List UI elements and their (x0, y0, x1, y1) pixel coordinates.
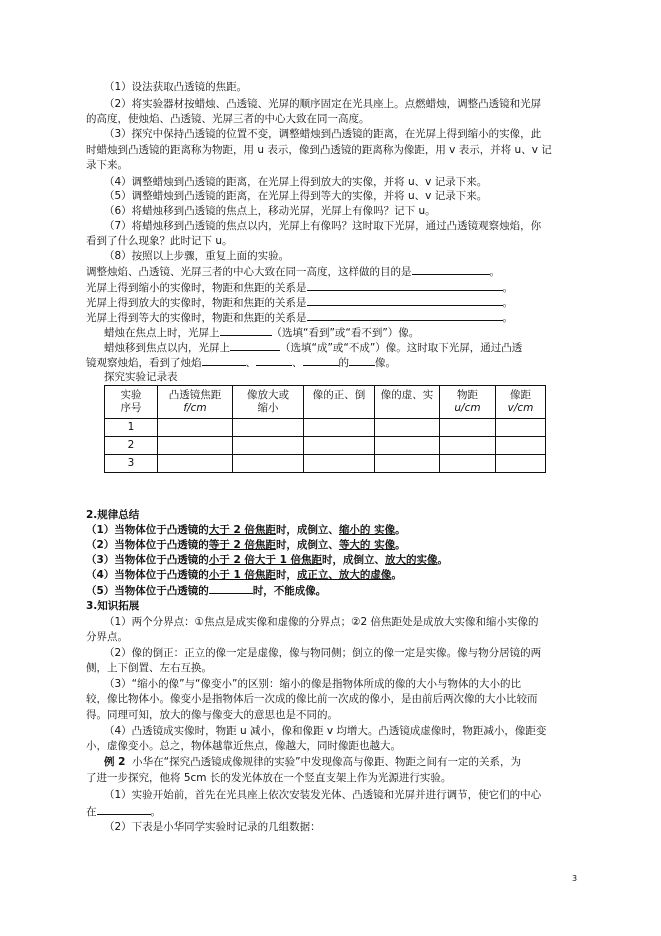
question-3 (86, 295, 513, 310)
header-cell-2: 凸透镜焦距 f/cm (158, 386, 233, 419)
table-cell[interactable] (304, 419, 375, 437)
answer-blank-3[interactable] (307, 295, 503, 306)
expand-point-1-line-2: 分界点。 (86, 631, 128, 643)
answer-blank-6[interactable] (230, 340, 280, 351)
expand-point-1-line-1: （1）两个分界点：①焦点是成实像和虚像的分界点；②2 倍焦距处是成放大实像和缩小实像的 (104, 616, 539, 628)
step-3-line-1: （3）探究中保持凸透镜的位置不变，调整蜡烛到凸透镜的距离，在光屏上得到缩小的实像，此 (104, 128, 542, 140)
expand-point-3-line-2: 较，像比物体小。像变小是指物体后一次成的像比前一次成的像小，是由前后两次像的大小比较而 (86, 693, 538, 705)
header-cell-4: 像的正、倒 (304, 386, 375, 419)
row-number: 2 (105, 437, 158, 455)
row-number: 3 (105, 455, 158, 473)
header-cell-7: 像距 v/cm (496, 386, 546, 419)
summary-rule-2: （2）当物体位于凸透镜的等于 2 倍焦距时，成倒立、等大的 实像。 (86, 539, 406, 551)
table-cell[interactable] (440, 437, 496, 455)
example-line-5: （2）下表是小华同学实验时记录的几组数据： (104, 821, 321, 833)
question-3-text: 光屏上得到放大的实像时，物距和焦距的关系是 (86, 297, 307, 309)
question-1 (86, 264, 500, 279)
experiment-record-table (104, 385, 546, 473)
question-7-end: 像。 (375, 357, 396, 369)
example-line-1 (104, 755, 521, 769)
answer-blank-2[interactable] (307, 280, 503, 291)
expand-point-4-line-1: （4）凸透镜成实像时，物距 u 减小，像和像距 v 均增大。凸透镜成虚像时，物距减小，像距变 (104, 725, 547, 737)
summary-rule-3: （3）当物体位于凸透镜的小于 2 倍大于 1 倍焦距时，成倒立、放大的实像。 (86, 554, 449, 566)
step-1: （1）设法获取凸透镜的焦距。 (104, 81, 248, 93)
expand-point-2-line-2: 侧，上下倒置、左右互换。 (86, 662, 212, 674)
table-cell[interactable] (496, 419, 546, 437)
table-row (105, 419, 546, 437)
answer-blank-4[interactable] (307, 310, 503, 321)
step-5: （5）调整蜡烛到凸透镜的距离，在光屏上得到等大的实像，并将 u、v 记录下来。 (104, 190, 488, 202)
expand-point-3-line-3: 得。同理可知，放大的像与像变大的意思也是不同的。 (86, 709, 338, 721)
question-6 (104, 340, 522, 355)
answer-blank-12[interactable] (97, 804, 151, 815)
step-3-line-2: 时蜡烛到凸透镜的距离称为物距，用 u 表示，像到凸透镜的距离称为像距，用 v 表示，并将 u、v 记 (86, 144, 552, 156)
table-cell[interactable] (375, 419, 440, 437)
answer-blank-10[interactable] (349, 355, 375, 366)
table-cell[interactable] (158, 419, 233, 437)
expand-point-4-line-2: 小，虚像变小。总之，物体越靠近焦点，像越大，同时像距也越大。 (86, 740, 401, 752)
header-cell-6: 物距 u/cm (440, 386, 496, 419)
expand-point-2-line-1: （2）像的倒正：正立的像一定是虚像，像与物同侧；倒立的像一定是实像。像与物分居镜的两 (104, 647, 542, 659)
step-2-line-1: （2）将实验器材按蜡烛、凸透镜、光屏的顺序固定在光具座上。点燃蜡烛，调整凸透镜和光屏 (104, 98, 542, 110)
table-cell[interactable] (304, 437, 375, 455)
header-cell-5: 像的虚、实 (375, 386, 440, 419)
expand-point-3-line-1: （3）“缩小的像”与“像变小”的区别：缩小的像是指物体所成的像的大小与物体的大小的比 (104, 678, 521, 690)
question-2 (86, 280, 513, 295)
example-label: 例 2 (104, 756, 126, 768)
table-row (105, 437, 546, 455)
table-cell[interactable] (440, 419, 496, 437)
table-cell[interactable] (158, 437, 233, 455)
summary-heading: 2.规律总结 (86, 509, 140, 521)
answer-blank-1[interactable] (412, 264, 490, 275)
question-6-text: 蜡烛移到焦点以内，光屏上 (104, 342, 230, 354)
question-4-end: 。 (502, 312, 513, 324)
example-line-2: 了进一步探究，他将 5cm 长的发光体放在一个竖直支架上作为光源进行实验。 (86, 772, 452, 784)
summary-rule-1: （1）当物体位于凸透镜的大于 2 倍焦距时，成倒立、缩小的 实像。 (86, 524, 406, 536)
step-7-line-1: （7）将蜡烛移到凸透镜的焦点以内，光屏上有像吗？这时取下光屏，通过凸透镜观察烛焰，你 (104, 220, 542, 232)
question-6-end: （选填“成”或“不成”）像。这时取下光屏，通过凸透 (280, 342, 523, 354)
table-cell[interactable] (233, 419, 304, 437)
question-5 (104, 325, 419, 340)
table-cell[interactable] (233, 455, 304, 473)
question-7-sep-2: 、 (292, 357, 303, 369)
step-3-line-3: 录下来。 (86, 159, 128, 171)
header-cell-1: 实验 序号 (105, 386, 158, 419)
answer-blank-5[interactable] (220, 325, 272, 336)
answer-blank-7[interactable] (202, 355, 246, 366)
answer-blank-11[interactable] (209, 583, 253, 594)
answer-blank-9[interactable] (303, 355, 339, 366)
table-cell[interactable] (233, 437, 304, 455)
question-2-end: 。 (502, 282, 513, 294)
example-text-1: 小华在“探究凸透镜成像规律的实验”中发现像高与像距、物距之间有一定的关系，为 (132, 756, 522, 768)
question-4-text: 光屏上得到等大的实像时，物距和焦距的关系是 (86, 312, 307, 324)
answer-blank-8[interactable] (256, 355, 292, 366)
table-cell[interactable] (375, 437, 440, 455)
question-5-end: （选填“看到”或“看不到”）像。 (271, 327, 420, 339)
header-cell-3: 像放大或 缩小 (233, 386, 304, 419)
question-1-text: 调整烛焰、凸透镜、光屏三者的中心大致在同一高度，这样做的目的是 (86, 266, 412, 278)
expand-heading: 3.知识拓展 (86, 600, 140, 612)
table-row (105, 455, 546, 473)
question-7-text: 镜观察烛焰，看到了烛焰 (86, 357, 202, 369)
question-5-text: 蜡烛在焦点上时，光屏上 (104, 327, 220, 339)
step-2-line-2: 的高度，使烛焰、凸透镜、光屏三者的中心大致在同一高度。 (86, 113, 370, 125)
table-cell[interactable] (375, 455, 440, 473)
example-line-4: 在 。 (86, 806, 161, 818)
table-cell[interactable] (304, 455, 375, 473)
question-3-end: 。 (502, 297, 513, 309)
question-7-sep-1: 、 (245, 357, 256, 369)
step-7-line-2: 看到了什么现象？此时记下 u。 (86, 235, 233, 247)
table-cell[interactable] (440, 455, 496, 473)
example-line-3: （1）实验开始前，首先在光具座上依次安装发光体、凸透镜和光屏并进行调节，使它们的中心 (104, 789, 542, 801)
table-cell[interactable] (496, 455, 546, 473)
summary-rule-5: （5）当物体位于凸透镜的 时，不能成像。 (86, 585, 327, 597)
table-cell[interactable] (158, 455, 233, 473)
step-4: （4）调整蜡烛到凸透镜的距离，在光屏上得到放大的实像，并将 u、v 记录下来。 (104, 176, 488, 188)
page-number: 3 (572, 874, 578, 883)
table-cell[interactable] (496, 437, 546, 455)
step-6: （6）将蜡烛移到凸透镜的焦点上，移动光屏，光屏上有像吗？记下 u。 (104, 205, 436, 217)
table-caption: 探究实验记录表 (104, 371, 178, 383)
question-1-end: 。 (489, 266, 500, 278)
row-number: 1 (105, 419, 158, 437)
question-4 (86, 310, 513, 325)
step-8: （8）按照以上步骤，重复上面的实验。 (104, 250, 290, 262)
question-2-text: 光屏上得到缩小的实像时，物距和焦距的关系是 (86, 282, 307, 294)
question-7-de: 的 (338, 357, 349, 369)
question-7 (86, 355, 396, 370)
table-header-row (105, 386, 546, 419)
summary-rule-4: （4）当物体位于凸透镜的小于 1 倍焦距时，成正立、放大的虚像。 (86, 569, 402, 581)
